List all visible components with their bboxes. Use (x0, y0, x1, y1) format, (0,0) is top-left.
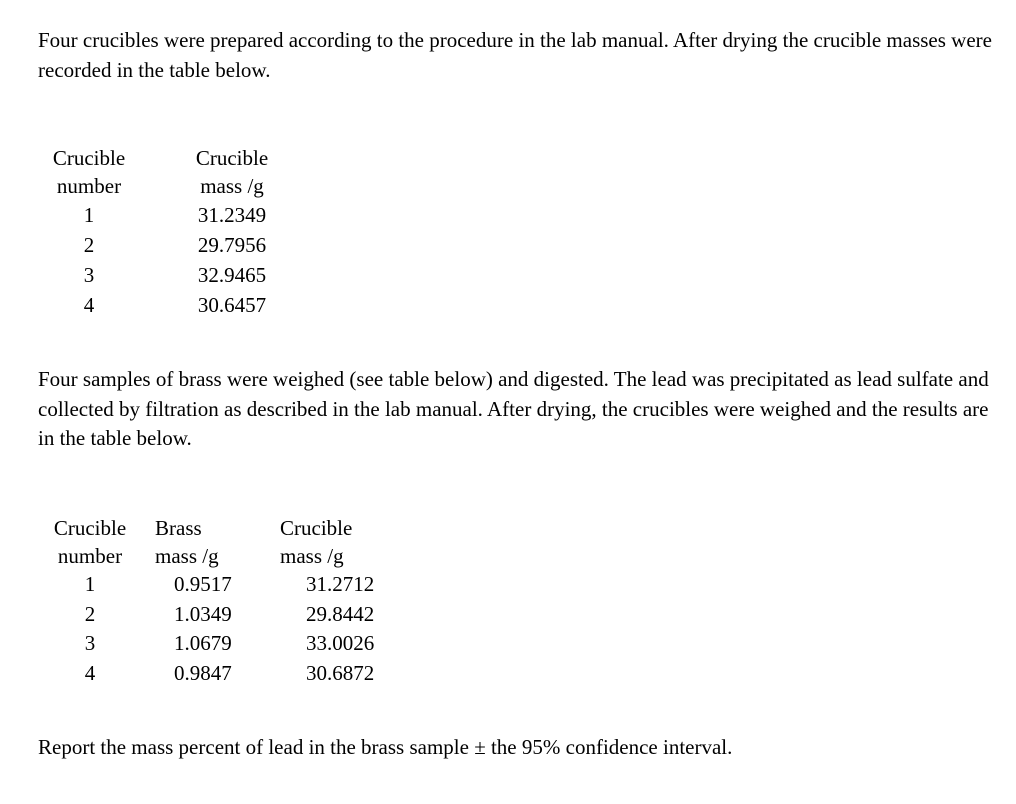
table-cell: 33.0026 (306, 631, 375, 655)
table-cell: 29.8442 (306, 601, 375, 626)
table-cell: 2 (83, 233, 95, 257)
table-cell: 3 (84, 631, 96, 655)
table-cell: 1 (83, 203, 95, 227)
table-cell: 0.9517 (174, 572, 232, 596)
question-text: Report the mass percent of lead in the brass sample ± the 95% confidence interval. (38, 735, 733, 759)
table-cell: 31.2349 (197, 203, 267, 227)
table-cell: 1.0679 (174, 631, 232, 655)
table-cell: 31.2712 (306, 572, 375, 596)
crucible-number-column (44, 514, 136, 688)
table-cell: 29.7956 (197, 233, 267, 257)
table-cell: 2 (84, 601, 96, 626)
crucible-mass-header: Crucible mass /g (280, 516, 353, 568)
crucible-number-column (44, 145, 134, 320)
table-cell: 3 (83, 263, 95, 287)
table-cell: 0.9847 (174, 660, 232, 685)
crucible-mass-column (180, 145, 284, 320)
table-cell: 32.9465 (197, 263, 267, 287)
table-cell: 1 (84, 572, 96, 596)
brass-mass-header: Brass mass /g (155, 516, 219, 568)
intro-paragraph: Four crucibles were prepared according to the procedure in the lab manual. After drying the crucible masses were recorded in the table below. (38, 28, 992, 82)
brass-mass-column (155, 514, 255, 688)
table-cell: 4 (84, 660, 96, 685)
table-cell: 4 (83, 293, 95, 317)
crucible-mass-header: Crucible mass /g (195, 146, 269, 198)
crucible-number-header: Crucible number (52, 146, 126, 198)
table-cell: 1.0349 (174, 601, 232, 626)
table-cell: 30.6457 (197, 293, 267, 317)
crucible-number-header: Crucible number (53, 516, 127, 568)
crucible-mass-column (280, 514, 390, 688)
table-cell: 30.6872 (306, 660, 375, 685)
procedure-paragraph: Four samples of brass were weighed (see table below) and digested. The lead was precipitated as lead sulfate and collected by filtration as described in the lab manual. After drying, the crucibles were weighed and the results are in the table below. (38, 367, 989, 450)
